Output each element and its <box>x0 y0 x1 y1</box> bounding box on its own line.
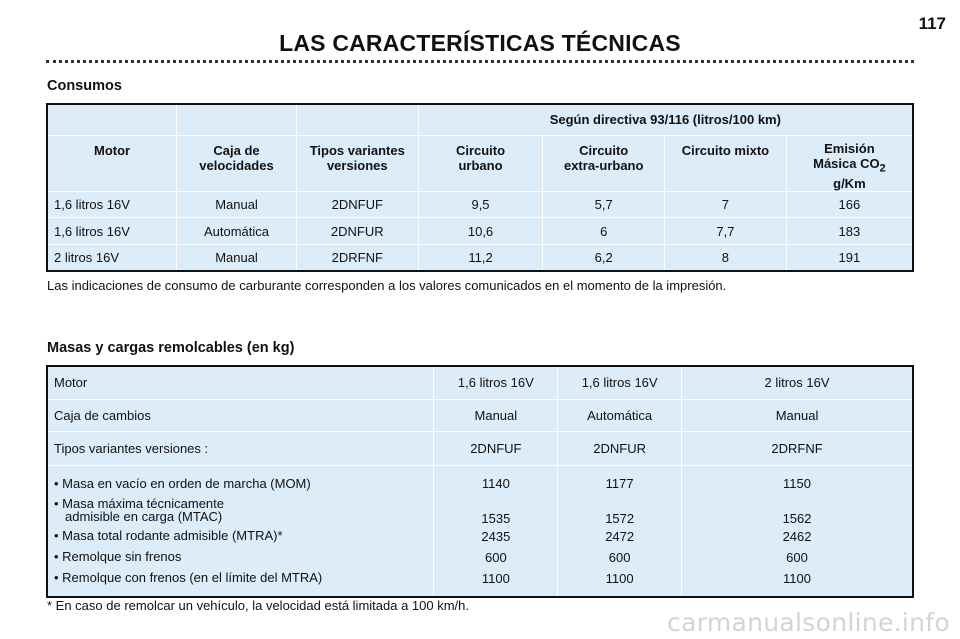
header-emision: Emisión Másica $CO_2$ g/Km <box>786 135 913 192</box>
masses-table <box>46 365 914 598</box>
page-title: LAS CARACTERÍSTICAS TÉCNICAS <box>279 30 681 56</box>
mass-values-col-1: 1140 1535 2435 600 1100 <box>434 465 558 597</box>
table-row: 1,6 litros 16V Manual 2DNFUF 9,5 5,7 7 166 <box>47 192 913 218</box>
table-row: Tipos variantes versiones : 2DNFUF 2DNFUR 2DRFNF <box>47 431 913 465</box>
list-item: • Remolque con frenos (en el límite del MTRA) <box>54 569 323 585</box>
towing-footnote: * En caso de remolcar un vehículo, la velocidad está limitada a 100 km/h. <box>47 598 470 613</box>
header-caja: Caja de velocidades <box>177 135 297 192</box>
mass-items-row <box>47 465 913 597</box>
table-row: Motor 1,6 litros 16V 1,6 litros 16V 2 litros 16V <box>47 366 913 399</box>
header-tipos: Tipos variantes versiones <box>296 135 418 192</box>
dotted-divider <box>46 60 914 63</box>
mass-values-col-3: 1150 1562 2462 600 1100 <box>682 465 913 597</box>
list-item: • Masa máxima técnicamente <box>54 495 225 511</box>
page-number: 117 <box>918 14 946 33</box>
directive-row <box>47 104 913 135</box>
header-motor: Motor <box>47 135 177 192</box>
masas-heading: Masas y cargas remolcables (en kg) <box>47 340 295 356</box>
header-mixto: Circuito mixto <box>665 135 787 192</box>
table-row: 2 litros 16V Manual 2DRFNF 11,2 6,2 8 191 <box>47 245 913 271</box>
list-item: • Masa total rodante admisible (MTRA)* <box>54 527 283 543</box>
consumption-header-row <box>47 135 913 192</box>
consumption-note: Las indicaciones de consumo de carburante corresponden a los valores comunicados en el momento de la impresión. <box>47 278 727 293</box>
table-row: 1,6 litros 16V Automática 2DNFUR 10,6 6 7,7 183 <box>47 218 913 245</box>
consumption-table <box>46 103 914 272</box>
header-urbano: Circuito urbano <box>418 135 543 192</box>
list-item: admisible en carga (MTAC) <box>65 508 223 524</box>
mass-item-labels <box>47 465 434 597</box>
watermark: carmanualsonline.info <box>667 608 950 637</box>
directive-label: Según directiva 93/116 (litros/100 km) <box>418 104 913 135</box>
list-item: • Remolque sin frenos <box>54 548 182 564</box>
table-row: Caja de cambios Manual Automática Manual <box>47 399 913 431</box>
header-extra-urbano: Circuito extra-urbano <box>543 135 665 192</box>
consumos-heading: Consumos <box>47 78 122 94</box>
list-item: • Masa en vacío en orden de marcha (MOM) <box>54 475 311 491</box>
mass-values-col-2: 1177 1572 2472 600 1100 <box>558 465 682 597</box>
